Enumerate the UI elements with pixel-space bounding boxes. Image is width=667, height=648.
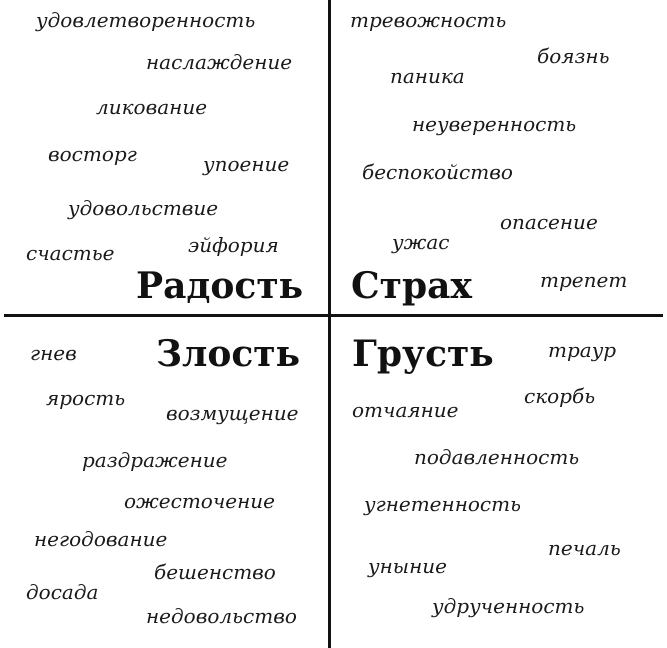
word-joy-8: эйфория: [188, 233, 279, 257]
word-fear-2: боязнь: [537, 44, 610, 68]
sadness-title: Грусть: [352, 333, 494, 375]
word-sadness-4: подавленность: [414, 445, 580, 469]
word-anger-4: раздражение: [82, 448, 228, 472]
word-fear-3: паника: [390, 64, 465, 88]
word-anger-2: ярость: [46, 386, 126, 410]
word-anger-5: ожесточение: [124, 489, 275, 513]
word-anger-8: досада: [26, 580, 99, 604]
word-sadness-5: угнетенность: [364, 492, 521, 516]
fear-title: Страх: [351, 265, 472, 307]
word-anger-6: негодование: [34, 527, 168, 551]
word-joy-1: удовлетворенность: [36, 8, 256, 32]
word-anger-9: недовольство: [146, 604, 297, 628]
word-joy-2: наслаждение: [146, 50, 293, 74]
word-fear-5: беспокойство: [362, 160, 513, 184]
word-sadness-3: отчаяние: [352, 398, 459, 422]
word-joy-5: упоение: [203, 152, 290, 176]
word-sadness-2: скорбь: [524, 384, 596, 408]
word-sadness-7: уныние: [368, 554, 447, 578]
word-fear-1: тревожность: [350, 8, 507, 32]
joy-title: Радость: [136, 265, 304, 307]
word-sadness-8: удрученность: [432, 594, 585, 618]
word-joy-6: удовольствие: [68, 196, 219, 220]
word-joy-7: счастье: [26, 241, 115, 265]
word-sadness-6: печаль: [548, 536, 621, 560]
word-joy-4: восторг: [48, 142, 137, 166]
word-anger-7: бешенство: [154, 560, 276, 584]
word-joy-3: ликование: [96, 95, 208, 119]
horizontal-divider: [4, 314, 663, 317]
word-anger-3: возмущение: [166, 401, 299, 425]
word-sadness-1: траур: [548, 338, 617, 362]
word-anger-1: гнев: [30, 341, 77, 365]
word-fear-8: трепет: [540, 268, 628, 292]
word-fear-6: опасение: [500, 210, 598, 234]
word-fear-4: неуверенность: [412, 112, 577, 136]
word-fear-7: ужас: [392, 230, 450, 254]
anger-title: Злость: [156, 333, 301, 375]
vertical-divider: [328, 0, 331, 648]
